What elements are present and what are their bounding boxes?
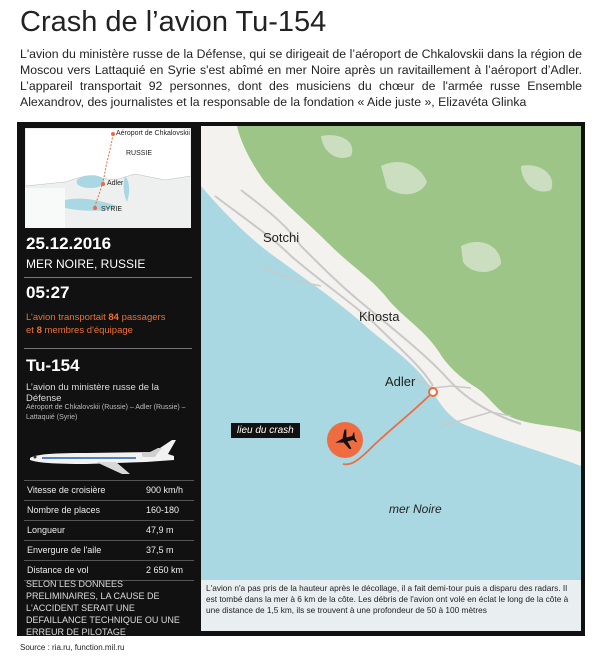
inset-label-syria: SYRIE [101,206,123,213]
passenger-note [26,311,194,337]
spec-value: 160-180 [146,505,180,515]
spec-value: 900 km/h [146,485,184,495]
crew-prefix: et [26,325,37,336]
event-time: 05:27 [26,283,70,302]
crash-site-label: lieu du crash [231,423,300,438]
town-label-khosta: Khosta [359,309,400,324]
town-label-adler: Adler [385,374,416,389]
map-caption: L'avion n'a pas pris de la hauteur après le décollage, il a fait demi-tour puis a disparu des radars. Il est tombé dans la mer à 6 km de la côte. Les débris de l'avion ont volé en éclat le long de la côte à une distance de 1,5 km, ils se trouvent à une profondeur de 50 à 100 mètres [201,580,581,631]
spec-value: 47,9 m [146,525,174,535]
passenger-count: 84 [108,312,119,323]
divider [24,277,192,278]
spec-value: 2 650 km [146,565,184,575]
aircraft-route: Aéroport de Chkalovskii (Russie) – Adler (Russie) – Lattaquié (Syrie) [26,404,186,421]
spec-row [24,500,194,520]
town-label-sotchi: Sotchi [263,230,300,245]
sea-label: mer Noire [389,502,442,516]
inset-label-adler: Adler [107,180,124,187]
source-note: Source : ria.ru, function.mil.ru [20,643,125,652]
specs-table [24,480,194,581]
inset-label-airport: Aéroport de Chkalovskii [116,130,190,137]
aircraft-model: Tu-154 [26,356,80,375]
spec-label: Vitesse de croisière [27,485,106,495]
passengers-prefix: L’avion transportait [26,312,109,323]
airplane-icon [26,436,176,476]
event-place: MER NOIRE, RUSSIE [26,257,146,271]
spec-row [24,480,194,500]
main-map [201,126,581,631]
spec-value: 37,5 m [146,545,174,555]
plane-icon [333,428,357,452]
crew-count: 8 [36,325,42,336]
event-date: 25.12.2016 [26,234,112,253]
inset-map [25,128,191,228]
page-title: Crash de l’avion Tu-154 [20,6,327,38]
info-sidebar [19,124,197,637]
intro-paragraph: L'avion du ministère russe de la Défense, qui se dirigeait de l’aéroport de Chkalovskii dans la région de Moscou vers Lattaquié en Syrie s'est abîmé en mer Noire après un ravitaillement à l’aéroport d’Adler. L’appareil transportait 92 personnes, dont des musiciens du chœur de l'armée russe Ensemble Alexandrov, des journalistes et la responsable de la fondation « Aide juste », Elizavéta Glinka [20,47,582,109]
divider [24,348,192,349]
spec-label: Longueur [27,525,66,535]
spec-row [24,520,194,540]
spec-label: Envergure de l'aile [27,545,102,555]
cause-note: SELON LES DONNEES PRELIMINAIRES, LA CAUSE DE L'ACCIDENT SERAIT UNE DEFAILLANCE TECHNIQUE OU UNE ERREUR DE PILOTAGE [26,579,180,637]
inset-label-russia: RUSSIE [126,150,153,157]
crew-suffix: membres d'équipage [41,325,133,336]
inset-map-graphic [25,128,191,228]
crash-site-marker [327,422,363,458]
spec-label: Nombre de places [27,505,101,515]
passengers-suffix: passagers [118,312,166,323]
aircraft-owner: L’avion du ministère russe de la Défense [26,382,160,404]
spec-label: Distance de vol [27,565,89,575]
spec-row [24,540,194,560]
